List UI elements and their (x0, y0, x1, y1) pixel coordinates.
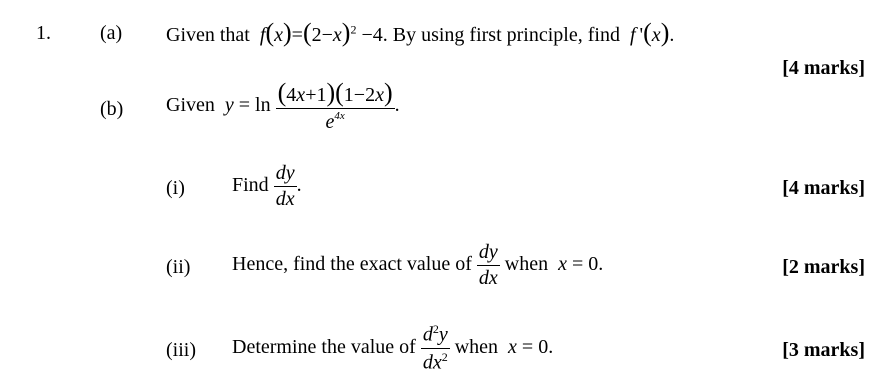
sub-i-find-text: Find (232, 174, 269, 197)
question-number: 1. (36, 22, 51, 44)
sub-i-text: Find $\frac{dy}{dx}$ . (232, 162, 302, 210)
sub-ii-label: (ii) (166, 256, 191, 278)
part-b-equation: y = ln $\frac{(4x+1)(1-2x)}{e^{4x}}$ . (224, 78, 400, 133)
sub-ii-when-text: when (504, 253, 549, 276)
sub-ii-text (232, 242, 603, 289)
sub-i-label: (i) (166, 177, 185, 199)
part-a-marks: [4 marks] (782, 57, 865, 79)
sub-ii-marks: [2 marks] (782, 256, 865, 278)
part-b-given-text: Given (166, 94, 215, 117)
sub-iii-condition: x = 0. (508, 335, 554, 358)
sub-iii-when-text: when (454, 335, 499, 358)
dy-dx-fraction: $\frac{dy}{dx}$ (478, 241, 498, 289)
part-a-given-text: Given that (166, 24, 250, 46)
sub-i-marks: [4 marks] (782, 177, 865, 199)
part-a-method-text: . By using first principle, find (382, 24, 620, 46)
sub-ii-condition: x = 0. (558, 253, 604, 276)
sub-ii-hence-text: Hence, find the exact value of (232, 253, 472, 276)
sub-iii-marks: [3 marks] (782, 339, 865, 361)
d2y-dx2-fraction: $\frac{d^2y}{dx^2}$ (422, 322, 448, 374)
sub-iii-determine-text: Determine the value of (232, 335, 416, 358)
part-a-derivative: f '(x). (629, 18, 675, 47)
sub-iii-text (232, 323, 553, 373)
part-a-label: (a) (100, 22, 123, 44)
part-a-function: $f(x)=(2-x)^2 -4$ (259, 18, 383, 47)
part-b-text (166, 80, 400, 133)
part-a-text (166, 20, 674, 47)
dy-dx-fraction: $\frac{dy}{dx}$ (275, 162, 295, 210)
sub-iii-label: (iii) (166, 339, 196, 361)
part-b-fraction: $\frac{(4x+1)(1-2x)}{e^{4x}}$ (277, 78, 393, 133)
part-b-label: (b) (100, 98, 124, 120)
